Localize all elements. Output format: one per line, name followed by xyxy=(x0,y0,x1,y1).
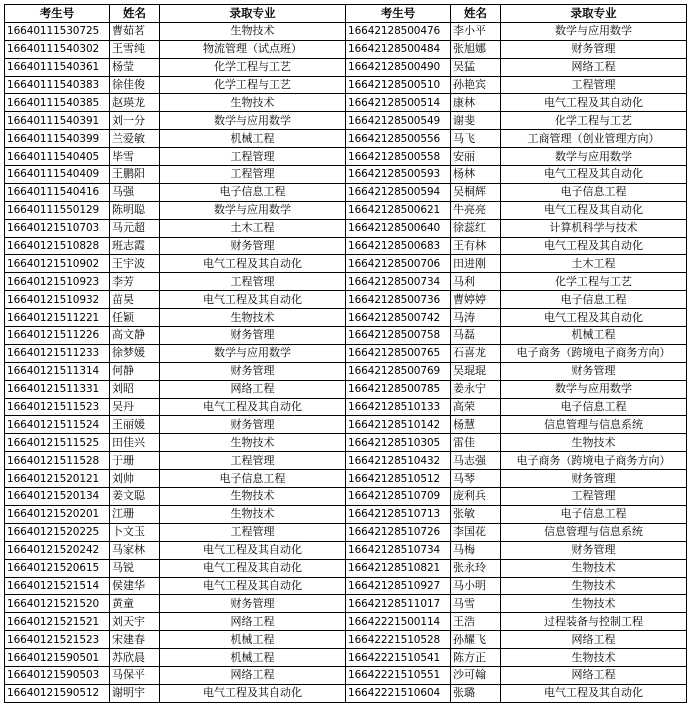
candidate-id-cell: 16640121511523 xyxy=(5,398,110,416)
name-cell: 陈方正 xyxy=(451,649,501,667)
admission-table xyxy=(4,4,687,703)
candidate-id-cell: 16640111540399 xyxy=(5,130,110,148)
table-row xyxy=(5,273,687,291)
name-cell: 马家林 xyxy=(110,541,160,559)
name-cell: 马梅 xyxy=(451,541,501,559)
name-cell: 马磊 xyxy=(451,327,501,345)
name-cell: 张敏 xyxy=(451,505,501,523)
candidate-id-cell: 16640121510923 xyxy=(5,273,110,291)
name-cell: 苏欣晨 xyxy=(110,649,160,667)
major-cell: 生物技术 xyxy=(160,94,346,112)
table-row xyxy=(5,470,687,488)
candidate-id-cell: 16642128500640 xyxy=(346,219,451,237)
table-row xyxy=(5,148,687,166)
major-cell: 财务管理 xyxy=(501,541,687,559)
name-cell: 孙耀飞 xyxy=(451,631,501,649)
major-cell: 工程管理 xyxy=(160,273,346,291)
candidate-id-cell: 16640111540302 xyxy=(5,40,110,58)
candidate-id-cell: 16640121511525 xyxy=(5,434,110,452)
table-row xyxy=(5,666,687,684)
candidate-id-cell: 16642128500736 xyxy=(346,291,451,309)
major-cell: 信息管理与信息系统 xyxy=(501,416,687,434)
major-cell: 财务管理 xyxy=(160,595,346,613)
major-cell: 工程管理 xyxy=(501,488,687,506)
major-cell: 网络工程 xyxy=(501,631,687,649)
major-cell: 数学与应用数学 xyxy=(501,380,687,398)
name-cell: 马保平 xyxy=(110,666,160,684)
major-cell: 生物技术 xyxy=(501,434,687,452)
name-cell: 张旭娜 xyxy=(451,40,501,58)
major-cell: 化学工程与工艺 xyxy=(160,76,346,94)
candidate-id-cell: 16642128510709 xyxy=(346,488,451,506)
candidate-id-cell: 16640121590503 xyxy=(5,666,110,684)
major-cell: 电气工程及其自动化 xyxy=(501,201,687,219)
name-cell: 马飞 xyxy=(451,130,501,148)
table-header-row xyxy=(5,5,687,23)
name-cell: 杨林 xyxy=(451,166,501,184)
candidate-id-cell: 16640111540409 xyxy=(5,166,110,184)
name-cell: 曹茹茗 xyxy=(110,22,160,40)
table-row xyxy=(5,58,687,76)
major-cell: 生物技术 xyxy=(160,22,346,40)
table-row xyxy=(5,649,687,667)
major-cell: 电子信息工程 xyxy=(501,291,687,309)
major-cell: 信息管理与信息系统 xyxy=(501,523,687,541)
table-row xyxy=(5,362,687,380)
candidate-id-cell: 16640121511221 xyxy=(5,309,110,327)
major-cell: 电气工程及其自动化 xyxy=(501,237,687,255)
table-row xyxy=(5,452,687,470)
name-cell: 马涛 xyxy=(451,309,501,327)
candidate-id-cell: 16642128500785 xyxy=(346,380,451,398)
table-row xyxy=(5,22,687,40)
major-cell: 电子信息工程 xyxy=(501,398,687,416)
major-cell: 过程装备与控制工程 xyxy=(501,613,687,631)
candidate-id-cell: 16642128510927 xyxy=(346,577,451,595)
candidate-id-cell: 16642128510133 xyxy=(346,398,451,416)
candidate-id-cell: 16640121520225 xyxy=(5,523,110,541)
major-cell: 财务管理 xyxy=(160,327,346,345)
candidate-id-cell: 16642128510512 xyxy=(346,470,451,488)
candidate-id-cell: 16642128500765 xyxy=(346,344,451,362)
name-cell: 姜文聪 xyxy=(110,488,160,506)
table-row xyxy=(5,541,687,559)
major-cell: 数学与应用数学 xyxy=(501,22,687,40)
major-cell: 电气工程及其自动化 xyxy=(501,309,687,327)
name-cell: 田佳兴 xyxy=(110,434,160,452)
candidate-id-cell: 16642128500706 xyxy=(346,255,451,273)
name-cell: 黄童 xyxy=(110,595,160,613)
name-cell: 马琴 xyxy=(451,470,501,488)
name-cell: 徐佳俊 xyxy=(110,76,160,94)
name-cell: 王有林 xyxy=(451,237,501,255)
major-cell: 电气工程及其自动化 xyxy=(160,684,346,702)
candidate-id-cell: 16642128500476 xyxy=(346,22,451,40)
candidate-id-cell: 16642221510541 xyxy=(346,649,451,667)
candidate-id-cell: 16642128510305 xyxy=(346,434,451,452)
name-cell: 王雪纯 xyxy=(110,40,160,58)
name-cell: 马利 xyxy=(451,273,501,291)
name-cell: 曹婷婷 xyxy=(451,291,501,309)
name-cell: 马元超 xyxy=(110,219,160,237)
name-cell: 江珊 xyxy=(110,505,160,523)
candidate-id-cell: 16642128500514 xyxy=(346,94,451,112)
name-cell: 李国花 xyxy=(451,523,501,541)
candidate-id-cell: 16640121590501 xyxy=(5,649,110,667)
candidate-id-cell: 16642128510142 xyxy=(346,416,451,434)
header-candidate-id: 考生号 xyxy=(346,5,451,23)
candidate-id-cell: 16640121510703 xyxy=(5,219,110,237)
name-cell: 杨莹 xyxy=(110,58,160,76)
major-cell: 电气工程及其自动化 xyxy=(160,541,346,559)
major-cell: 计算机科学与技术 xyxy=(501,219,687,237)
name-cell: 吴猛 xyxy=(451,58,501,76)
table-row xyxy=(5,488,687,506)
major-cell: 电气工程及其自动化 xyxy=(160,291,346,309)
major-cell: 电子信息工程 xyxy=(501,505,687,523)
candidate-id-cell: 16642128510432 xyxy=(346,452,451,470)
candidate-id-cell: 16642128510713 xyxy=(346,505,451,523)
candidate-id-cell: 16642128510734 xyxy=(346,541,451,559)
name-cell: 高荣 xyxy=(451,398,501,416)
candidate-id-cell: 16642128510821 xyxy=(346,559,451,577)
major-cell: 电子商务（跨境电子商务方向） xyxy=(501,344,687,362)
candidate-id-cell: 16640121511233 xyxy=(5,344,110,362)
table-row xyxy=(5,631,687,649)
name-cell: 侯建华 xyxy=(110,577,160,595)
candidate-id-cell: 16640121511331 xyxy=(5,380,110,398)
name-cell: 杨慧 xyxy=(451,416,501,434)
name-cell: 徐蕊红 xyxy=(451,219,501,237)
major-cell: 化学工程与工艺 xyxy=(501,112,687,130)
candidate-id-cell: 16640121590512 xyxy=(5,684,110,702)
table-row xyxy=(5,76,687,94)
major-cell: 网络工程 xyxy=(160,380,346,398)
candidate-id-cell: 16640121511314 xyxy=(5,362,110,380)
name-cell: 刘帅 xyxy=(110,470,160,488)
major-cell: 电气工程及其自动化 xyxy=(160,559,346,577)
name-cell: 刘天宇 xyxy=(110,613,160,631)
name-cell: 雷佳 xyxy=(451,434,501,452)
table-row xyxy=(5,309,687,327)
table-row xyxy=(5,523,687,541)
major-cell: 数学与应用数学 xyxy=(160,112,346,130)
major-cell: 工程管理 xyxy=(160,148,346,166)
candidate-id-cell: 16642128500742 xyxy=(346,309,451,327)
table-row xyxy=(5,684,687,702)
major-cell: 电子商务（跨境电子商务方向） xyxy=(501,452,687,470)
name-cell: 苗昊 xyxy=(110,291,160,309)
candidate-id-cell: 16640121520121 xyxy=(5,470,110,488)
major-cell: 数学与应用数学 xyxy=(160,201,346,219)
major-cell: 网络工程 xyxy=(160,613,346,631)
table-row xyxy=(5,40,687,58)
major-cell: 财务管理 xyxy=(160,362,346,380)
name-cell: 孙艳宾 xyxy=(451,76,501,94)
name-cell: 班志霞 xyxy=(110,237,160,255)
name-cell: 徐梦媛 xyxy=(110,344,160,362)
major-cell: 生物技术 xyxy=(501,577,687,595)
major-cell: 财务管理 xyxy=(160,416,346,434)
name-cell: 陈明聪 xyxy=(110,201,160,219)
major-cell: 电气工程及其自动化 xyxy=(160,255,346,273)
candidate-id-cell: 16640111540383 xyxy=(5,76,110,94)
table-row xyxy=(5,595,687,613)
name-cell: 谢明宇 xyxy=(110,684,160,702)
table-row xyxy=(5,344,687,362)
candidate-id-cell: 16642128500758 xyxy=(346,327,451,345)
name-cell: 庞利兵 xyxy=(451,488,501,506)
major-cell: 工程管理 xyxy=(501,76,687,94)
major-cell: 生物技术 xyxy=(160,434,346,452)
table-body xyxy=(5,22,687,702)
major-cell: 电气工程及其自动化 xyxy=(160,398,346,416)
name-cell: 马小明 xyxy=(451,577,501,595)
major-cell: 土木工程 xyxy=(501,255,687,273)
candidate-id-cell: 16640111540405 xyxy=(5,148,110,166)
name-cell: 王鹏阳 xyxy=(110,166,160,184)
name-cell: 牛亮亮 xyxy=(451,201,501,219)
name-cell: 张永玲 xyxy=(451,559,501,577)
candidate-id-cell: 16642128500683 xyxy=(346,237,451,255)
name-cell: 高文静 xyxy=(110,327,160,345)
name-cell: 赵瑛龙 xyxy=(110,94,160,112)
candidate-id-cell: 16640121511524 xyxy=(5,416,110,434)
major-cell: 生物技术 xyxy=(160,488,346,506)
major-cell: 生物技术 xyxy=(160,309,346,327)
major-cell: 机械工程 xyxy=(160,631,346,649)
candidate-id-cell: 16642221500114 xyxy=(346,613,451,631)
name-cell: 谢斐 xyxy=(451,112,501,130)
major-cell: 化学工程与工艺 xyxy=(501,273,687,291)
header-name: 姓名 xyxy=(110,5,160,23)
major-cell: 土木工程 xyxy=(160,219,346,237)
table-row xyxy=(5,112,687,130)
candidate-id-cell: 16642221510528 xyxy=(346,631,451,649)
table-row xyxy=(5,416,687,434)
candidate-id-cell: 16642128511017 xyxy=(346,595,451,613)
candidate-id-cell: 16642128510726 xyxy=(346,523,451,541)
table-row xyxy=(5,380,687,398)
candidate-id-cell: 16642128500484 xyxy=(346,40,451,58)
major-cell: 数学与应用数学 xyxy=(160,344,346,362)
table-row xyxy=(5,327,687,345)
name-cell: 王宇波 xyxy=(110,255,160,273)
name-cell: 李芳 xyxy=(110,273,160,291)
major-cell: 电子信息工程 xyxy=(160,470,346,488)
major-cell: 网络工程 xyxy=(501,58,687,76)
major-cell: 生物技术 xyxy=(501,595,687,613)
major-cell: 财务管理 xyxy=(501,470,687,488)
candidate-id-cell: 16642128500769 xyxy=(346,362,451,380)
name-cell: 吴琨琨 xyxy=(451,362,501,380)
table-row xyxy=(5,291,687,309)
name-cell: 沙可翰 xyxy=(451,666,501,684)
candidate-id-cell: 16640121521521 xyxy=(5,613,110,631)
name-cell: 任颖 xyxy=(110,309,160,327)
candidate-id-cell: 16640121520242 xyxy=(5,541,110,559)
header-name: 姓名 xyxy=(451,5,501,23)
major-cell: 电气工程及其自动化 xyxy=(501,94,687,112)
name-cell: 兰爱敏 xyxy=(110,130,160,148)
candidate-id-cell: 16640121510932 xyxy=(5,291,110,309)
major-cell: 物流管理（试点班） xyxy=(160,40,346,58)
table-row xyxy=(5,577,687,595)
header-major: 录取专业 xyxy=(160,5,346,23)
name-cell: 石喜龙 xyxy=(451,344,501,362)
candidate-id-cell: 16640111540385 xyxy=(5,94,110,112)
name-cell: 李小平 xyxy=(451,22,501,40)
name-cell: 刘一分 xyxy=(110,112,160,130)
major-cell: 电气工程及其自动化 xyxy=(501,166,687,184)
name-cell: 宋建春 xyxy=(110,631,160,649)
candidate-id-cell: 16640121520615 xyxy=(5,559,110,577)
candidate-id-cell: 16640111540391 xyxy=(5,112,110,130)
major-cell: 工程管理 xyxy=(160,452,346,470)
major-cell: 生物技术 xyxy=(501,649,687,667)
table-row xyxy=(5,201,687,219)
major-cell: 生物技术 xyxy=(160,505,346,523)
major-cell: 机械工程 xyxy=(501,327,687,345)
name-cell: 姜永宁 xyxy=(451,380,501,398)
name-cell: 田进刚 xyxy=(451,255,501,273)
candidate-id-cell: 16642221510551 xyxy=(346,666,451,684)
name-cell: 毕雪 xyxy=(110,148,160,166)
name-cell: 马志强 xyxy=(451,452,501,470)
candidate-id-cell: 16642128500510 xyxy=(346,76,451,94)
major-cell: 工商管理（创业管理方向） xyxy=(501,130,687,148)
table-row xyxy=(5,255,687,273)
name-cell: 吴丹 xyxy=(110,398,160,416)
name-cell: 王浩 xyxy=(451,613,501,631)
major-cell: 电子信息工程 xyxy=(501,183,687,201)
major-cell: 财务管理 xyxy=(501,40,687,58)
candidate-id-cell: 16640111530725 xyxy=(5,22,110,40)
major-cell: 工程管理 xyxy=(160,166,346,184)
candidate-id-cell: 16642128500556 xyxy=(346,130,451,148)
table-row xyxy=(5,237,687,255)
name-cell: 于珊 xyxy=(110,452,160,470)
name-cell: 刘昭 xyxy=(110,380,160,398)
candidate-id-cell: 16642128500734 xyxy=(346,273,451,291)
major-cell: 工程管理 xyxy=(160,523,346,541)
candidate-id-cell: 16640121521514 xyxy=(5,577,110,595)
table-row xyxy=(5,130,687,148)
candidate-id-cell: 16640121520201 xyxy=(5,505,110,523)
table-row xyxy=(5,559,687,577)
major-cell: 网络工程 xyxy=(501,666,687,684)
table-row xyxy=(5,183,687,201)
candidate-id-cell: 16640121520134 xyxy=(5,488,110,506)
name-cell: 马强 xyxy=(110,183,160,201)
major-cell: 财务管理 xyxy=(501,362,687,380)
candidate-id-cell: 16642128500621 xyxy=(346,201,451,219)
table-row xyxy=(5,398,687,416)
candidate-id-cell: 16640121510828 xyxy=(5,237,110,255)
name-cell: 安丽 xyxy=(451,148,501,166)
candidate-id-cell: 16640121521523 xyxy=(5,631,110,649)
major-cell: 生物技术 xyxy=(501,559,687,577)
candidate-id-cell: 16640111550129 xyxy=(5,201,110,219)
major-cell: 机械工程 xyxy=(160,130,346,148)
major-cell: 财务管理 xyxy=(160,237,346,255)
candidate-id-cell: 16642128500558 xyxy=(346,148,451,166)
table-row xyxy=(5,505,687,523)
table-row xyxy=(5,434,687,452)
candidate-id-cell: 16640121511528 xyxy=(5,452,110,470)
name-cell: 卜文玉 xyxy=(110,523,160,541)
candidate-id-cell: 16640111540361 xyxy=(5,58,110,76)
major-cell: 电气工程及其自动化 xyxy=(160,577,346,595)
major-cell: 网络工程 xyxy=(160,666,346,684)
candidate-id-cell: 16640121511226 xyxy=(5,327,110,345)
name-cell: 吴桐辉 xyxy=(451,183,501,201)
major-cell: 化学工程与工艺 xyxy=(160,58,346,76)
major-cell: 电气工程及其自动化 xyxy=(501,684,687,702)
major-cell: 数学与应用数学 xyxy=(501,148,687,166)
candidate-id-cell: 16642128500549 xyxy=(346,112,451,130)
header-major: 录取专业 xyxy=(501,5,687,23)
candidate-id-cell: 16640121521520 xyxy=(5,595,110,613)
name-cell: 康林 xyxy=(451,94,501,112)
candidate-id-cell: 16642221510604 xyxy=(346,684,451,702)
candidate-id-cell: 16642128500594 xyxy=(346,183,451,201)
candidate-id-cell: 16640111540416 xyxy=(5,183,110,201)
candidate-id-cell: 16642128500593 xyxy=(346,166,451,184)
name-cell: 何静 xyxy=(110,362,160,380)
candidate-id-cell: 16640121510902 xyxy=(5,255,110,273)
major-cell: 电子信息工程 xyxy=(160,183,346,201)
name-cell: 王丽媛 xyxy=(110,416,160,434)
header-candidate-id: 考生号 xyxy=(5,5,110,23)
table-row xyxy=(5,219,687,237)
major-cell: 机械工程 xyxy=(160,649,346,667)
name-cell: 马雪 xyxy=(451,595,501,613)
name-cell: 马锐 xyxy=(110,559,160,577)
name-cell: 张璐 xyxy=(451,684,501,702)
table-row xyxy=(5,94,687,112)
table-row xyxy=(5,166,687,184)
table-row xyxy=(5,613,687,631)
candidate-id-cell: 16642128500490 xyxy=(346,58,451,76)
